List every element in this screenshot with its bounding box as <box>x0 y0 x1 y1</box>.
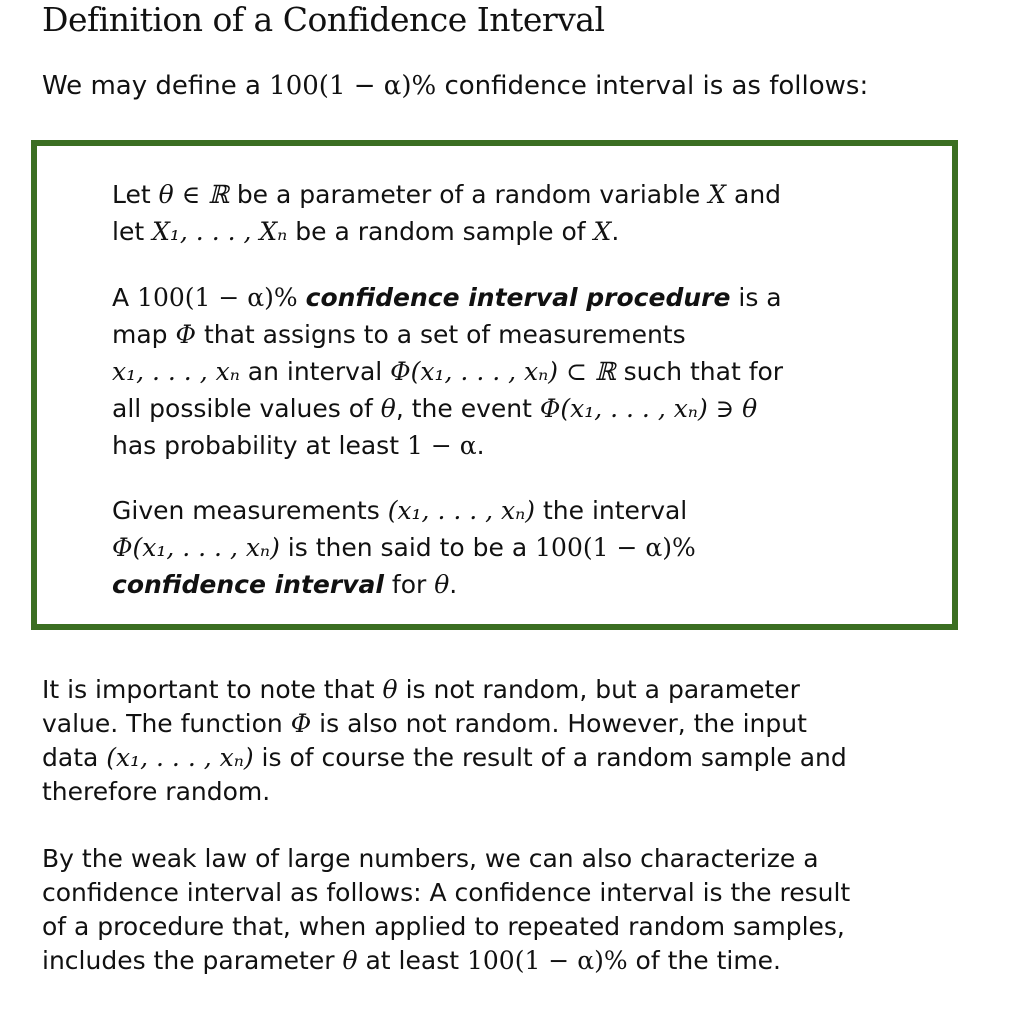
math-expression: 100(1 − α)% <box>137 283 298 312</box>
math-expression: 1 − α <box>406 431 477 460</box>
intro-math-expr: 100(1 − α)% <box>269 71 437 101</box>
text-fragment: is then said to be a <box>287 533 528 562</box>
definition-p2-line-2 <box>112 316 783 353</box>
paragraph-2-line-4 <box>42 944 850 978</box>
definition-p1-line-1 <box>112 176 781 213</box>
math-random-variable: X <box>593 217 612 246</box>
text-fragment: value. The function <box>42 709 283 738</box>
definition-p3-line-2 <box>112 529 696 566</box>
text-fragment: map <box>112 320 168 349</box>
intro-text <box>42 66 868 106</box>
text-fragment: . <box>611 217 620 246</box>
math-theta-in-reals: θ ∈ ℝ <box>158 180 229 209</box>
paragraph-2-line-2: confidence interval as follows: A confidence interval is the result <box>42 878 851 907</box>
math-measurements: (x₁, . . . , xₙ) <box>387 496 536 525</box>
text-fragment: such that for <box>623 357 784 386</box>
math-phi: Φ <box>290 709 312 738</box>
paragraph-weak-law <box>42 842 850 978</box>
text-fragment: It is important to note that <box>42 675 375 704</box>
definition-p1-line-2 <box>112 213 781 250</box>
definition-p3-line-1 <box>112 492 696 529</box>
paragraph-1-line-1 <box>42 673 847 707</box>
text-fragment: A <box>112 283 130 312</box>
definition-p3-line-3 <box>112 566 696 603</box>
paragraph-1-line-4 <box>42 775 847 809</box>
text-fragment: be a random sample of <box>295 217 586 246</box>
definition-p2-line-4 <box>112 390 783 427</box>
math-expression: 100(1 − α)% <box>466 946 628 975</box>
paragraph-not-random <box>42 673 847 809</box>
text-fragment: an interval <box>247 357 383 386</box>
text-fragment: and <box>734 180 782 209</box>
page-title: Definition of a Confidence Interval <box>42 0 605 39</box>
text-fragment: that assigns to a set of measurements <box>203 320 686 349</box>
definition-paragraph-2 <box>112 279 783 464</box>
math-measurements: (x₁, . . . , xₙ) <box>106 743 254 772</box>
paragraph-1-line-2 <box>42 707 847 741</box>
text-fragment: data <box>42 743 99 772</box>
math-theta: θ <box>434 570 450 599</box>
text-fragment: Let <box>112 180 151 209</box>
defined-term: confidence interval procedure <box>305 283 731 312</box>
intro-lead: We may define a <box>42 71 261 101</box>
definition-paragraph-3 <box>112 492 696 603</box>
text-fragment: is a <box>738 283 782 312</box>
math-theta: θ <box>382 675 398 704</box>
paragraph-1-line-3 <box>42 741 847 775</box>
text-fragment: is of course the result of a random sample and <box>261 743 847 772</box>
math-random-sample: X₁, . . . , Xₙ <box>152 217 288 246</box>
text-fragment: includes the parameter <box>42 946 335 975</box>
paragraph-2-line-3: of a procedure that, when applied to repeated random samples, <box>42 912 845 941</box>
text-fragment: the interval <box>542 496 688 525</box>
paragraph-2-line-1: By the weak law of large numbers, we can also characterize a <box>42 844 819 873</box>
text-fragment: Given measurements <box>112 496 380 525</box>
defined-term: confidence interval <box>112 570 384 599</box>
text-fragment: for <box>391 570 427 599</box>
text-fragment: , the event <box>395 394 532 423</box>
math-phi: Φ <box>175 320 196 349</box>
math-expression: 100(1 − α)% <box>535 533 696 562</box>
text-fragment: be a parameter of a random variable <box>236 180 701 209</box>
math-interval-subset: Φ(x₁, . . . , xₙ) ⊂ ℝ <box>390 357 616 386</box>
definition-paragraph-1 <box>112 176 781 250</box>
math-theta: θ <box>380 394 396 423</box>
text-fragment: is not random, but a parameter <box>405 675 800 704</box>
math-interval: Φ(x₁, . . . , xₙ) <box>112 533 280 562</box>
math-event: Φ(x₁, . . . , xₙ) ∋ θ <box>539 394 758 423</box>
text-fragment: . <box>449 570 458 599</box>
definition-p2-line-3 <box>112 353 783 390</box>
math-random-variable: X <box>708 180 727 209</box>
text-fragment: is also not random. However, the input <box>319 709 807 738</box>
math-measurements: x₁, . . . , xₙ <box>112 357 240 386</box>
text-fragment: has probability at least <box>112 431 400 460</box>
math-theta: θ <box>342 946 358 975</box>
text-fragment: of the time. <box>635 946 781 975</box>
text-fragment: all possible values of <box>112 394 373 423</box>
definition-p2-line-1 <box>112 279 783 316</box>
text-fragment: let <box>112 217 145 246</box>
intro-tail: confidence interval is as follows: <box>444 71 869 101</box>
definition-box <box>31 140 958 630</box>
definition-p2-line-5 <box>112 427 783 464</box>
text-fragment: therefore random. <box>42 777 271 806</box>
text-fragment: at least <box>365 946 460 975</box>
text-fragment: . <box>476 431 485 460</box>
